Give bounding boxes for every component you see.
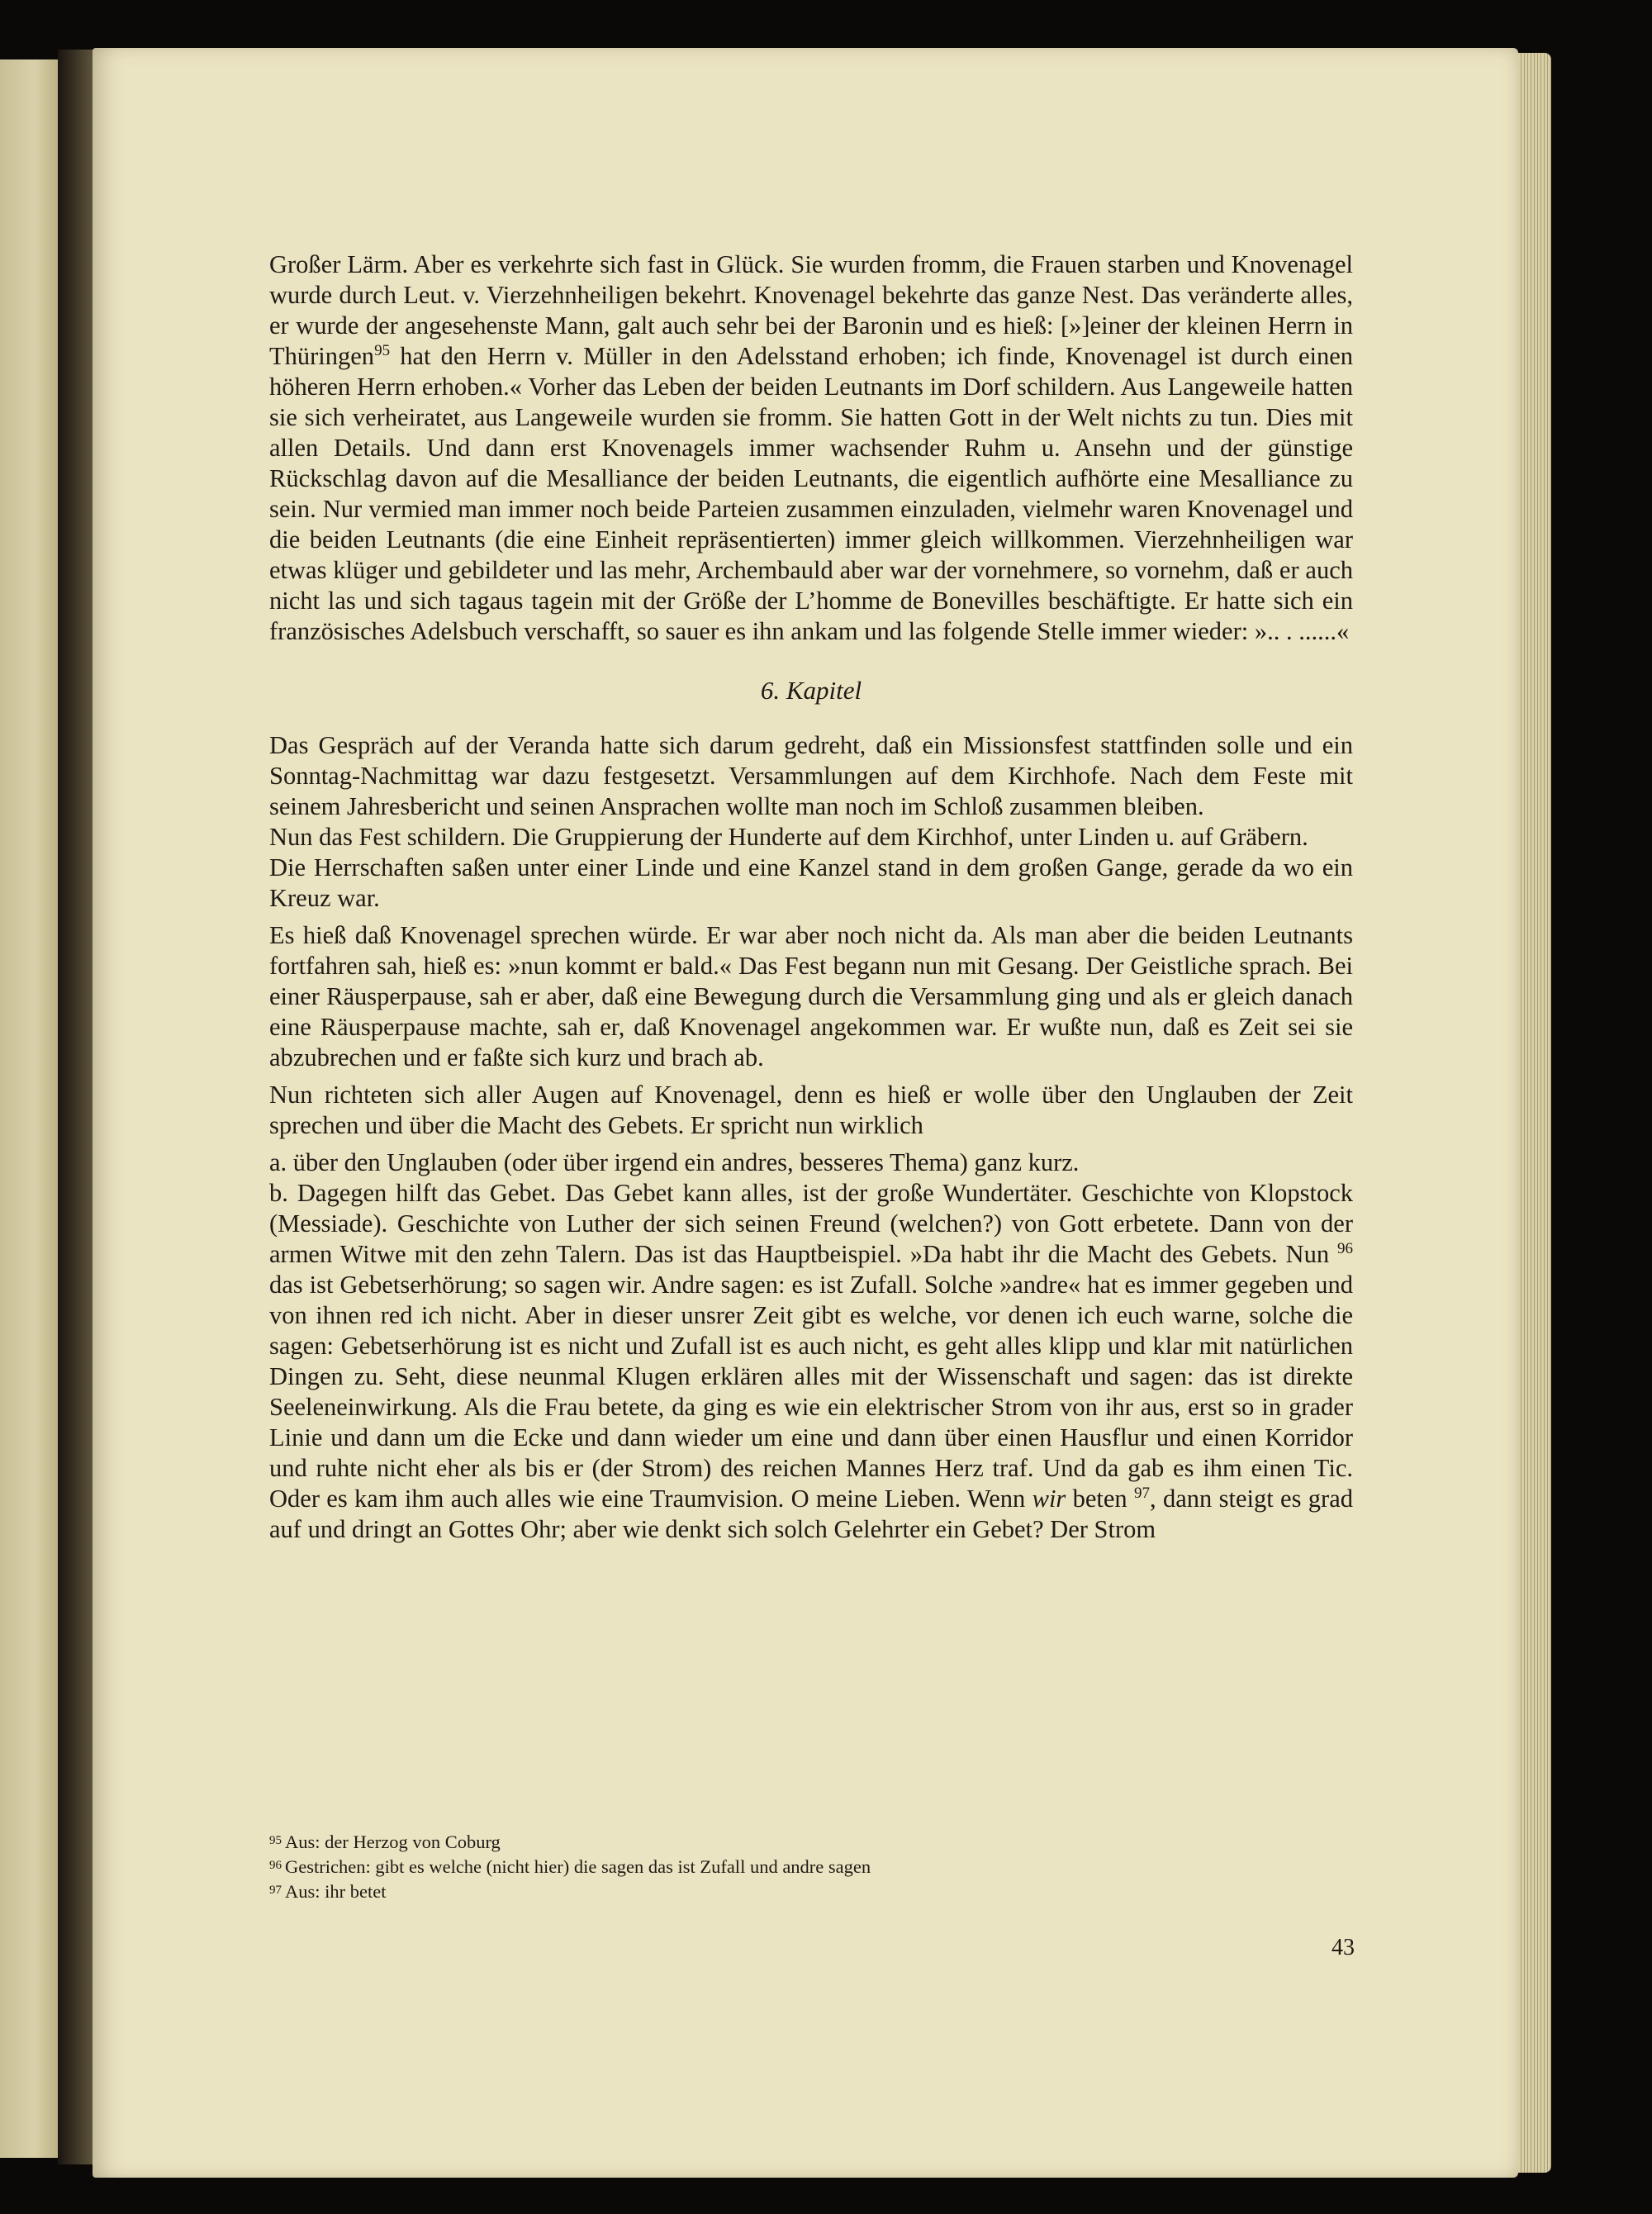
paragraph-fest: Nun das Fest schildern. Die Gruppierung der Hunderte auf dem Kirchhof, unter Linden u. auf Gräbern. — [269, 823, 1308, 851]
chapter-heading: 6. Kapitel — [760, 676, 862, 705]
footnote-text: Aus: der Herzog von Coburg — [285, 1832, 501, 1852]
footnote-number: 97 — [269, 1884, 282, 1897]
footnote-text: Gestrichen: gibt es welche (nicht hier) die sagen das ist Zufall und andre sagen — [285, 1856, 871, 1877]
paragraph-herrschaften: Die Herrschaften saßen unter einer Linde und eine Kanzel stand in dem großen Gange, gerade da wo ein Kreuz war. — [269, 853, 1353, 912]
footnotes — [269, 1829, 1353, 1903]
item-b-part2: das ist Gebetserhörung; so sagen wir. Andre sagen: es ist Zufall. Solche »andre« hat es immer gegeben und von ihnen red ich nicht. Aber in dieser unsrer Zeit gibt es welche, vor denen ich euch warne, solche die sagen: Gebetserhörung ist es nicht und Zufall ist es auch nicht, es geht alles klipp und klar mit natürlichen Dingen zu. Seht, diese neunmal Klugen erklären alles mit der Wissenschaft und sagen: das ist direkte Seeleneinwirkung. Als die Frau betete, da ging es wie ein elektrischer Strom von ihr aus, erst so in grader Linie und dann um die Ecke und dann wieder um eine und dann über einen Hausflur und einen Korridor und ruhte nicht eher als bis er (der Strom) des reichen Mannes Herz traf. Und da gab es ihm einen Tic. Oder es kam ihm auch alles wie eine Traumvision. O meine Lieben. Wenn — [269, 1271, 1353, 1513]
paragraph-item-b — [269, 1178, 1353, 1545]
item-b-part3: beten — [1066, 1485, 1127, 1513]
paragraph-item-a: a. über den Unglauben (oder über irgend ein andres, besseres Thema) ganz kurz. — [269, 1148, 1080, 1176]
item-b-part1: b. Dagegen hilft das Gebet. Das Gebet kann alles, ist der große Wundertäter. Geschichte von Klopstock (Messiade). Geschichte von Luther der sich seinen Freund (welchen?) von Gott erbetete. Dann von der armen Witwe mit den zehn Talern. Das ist das Hauptbeispiel. »Da habt ihr die Macht des Gebets. Nun — [269, 1179, 1353, 1268]
footnote-ref-97: 97 — [1134, 1485, 1151, 1502]
footnote-97 — [269, 1879, 1353, 1903]
paragraph-hiess: Es hieß daß Knovenagel sprechen würde. Er war aber noch nicht da. Als man aber die beiden Leutnants fortfahren sah, hieß es: »nun kommt er bald.« Das Fest begann nun mit Gesang. Der Geistliche sprach. Bei einer Räusperpause, sah er aber, daß eine Bewegung durch die Versammlung ging und als er gleich danach eine Räusperpause machte, sah er, daß Knovenagel angekommen war. Er wußte nun, daß es Zeit sei sie abzubrechen und er faßte sich kurz und brach ab. — [269, 921, 1353, 1071]
paragraph-opening-part1: Großer Lärm. Aber es verkehrte sich fast in Glück. Sie wurden fromm, die Frauen starben und Knovenagel wurde durch Leut. v. Vierzehnheiligen bekehrt. Knovenagel bekehrte das ganze Nest. Das veränderte alles, er wurde der angesehenste Mann, galt auch sehr bei der Baronin und es hieß: [»]einer der kleinen Herrn in Thüringen — [269, 250, 1353, 370]
footnote-95 — [269, 1829, 1353, 1854]
footnote-ref-95: 95 — [374, 342, 391, 359]
paragraph-augen: Nun richteten sich aller Augen auf Knovenagel, denn es hieß er wolle über den Unglauben der Zeit sprechen und über die Macht des Gebets. Er spricht nun wirklich — [269, 1081, 1353, 1139]
footnote-ref-96: 96 — [1337, 1240, 1354, 1257]
footnote-number: 96 — [269, 1859, 282, 1872]
paragraph-opening-part2: hat den Herrn v. Müller in den Adelsstand erhoben; ich finde, Knovenagel ist durch einen höheren Herrn erhoben.« Vorher das Leben der beiden Leutnants im Dorf schildern. Aus Langeweile hatten sie sich verheiratet, aus Langeweile wurden sie fromm. Sie hatten Gott in der Welt nichts zu tun. Dies mit allen Details. Und dann erst Knovenagels immer wachsender Ruhm u. Ansehn und der günstige Rückschlag davon auf die Mesalliance der beiden Leutnants, die eigentlich aufhörte eine Mesalliance zu sein. Nur vermied man immer noch beide Parteien zusammen einzuladen, vielmehr waren Knovenagel und die beiden Leutnants (die eine Einheit repräsentierten) immer gleich willkommen. Vierzehnheiligen war etwas klüger und gebildeter und las mehr, Archembauld aber war der vornehmere, so vornehm, daß er auch nicht las und sich tagaus tagein mit der Größe der L’homme de Bonevilles beschäftigte. Er hatte sich ein französisches Adelsbuch verschafft, so sauer es ihn ankam und las folgende Stelle immer wieder: ».. . ......« — [269, 342, 1353, 645]
page-stack-edge — [1518, 53, 1551, 2173]
footnote-text: Aus: ihr betet — [285, 1881, 387, 1902]
paragraph-gap — [269, 914, 1353, 920]
footnote-number: 95 — [269, 1834, 282, 1847]
item-b-emphasis-wir: wir — [1032, 1485, 1066, 1513]
body-text — [269, 249, 1353, 1545]
paragraph-mission: Das Gespräch auf der Veranda hatte sich darum gedreht, daß ein Missionsfest stattfinden solle und ein Sonntag-Nachmittag war dazu festgesetzt. Versammlungen auf dem Kirchhofe. Nach dem Feste mit seinem Jahresbericht und seinen Ansprachen wollte man noch im Schloß zusammen bleiben. — [269, 731, 1353, 820]
paragraph-gap — [269, 1073, 1353, 1080]
item-b-part4: , dann steigt es grad auf und dringt an Gottes Ohr; aber wie denkt sich solch Gelehrter ein Gebet? Der Strom — [269, 1485, 1353, 1543]
paragraph-gap — [269, 1141, 1353, 1147]
page-number: 43 — [1332, 1935, 1355, 1960]
previous-page-edge — [0, 59, 58, 2158]
paragraph-opening — [269, 249, 1353, 647]
footnote-96 — [269, 1854, 1353, 1879]
